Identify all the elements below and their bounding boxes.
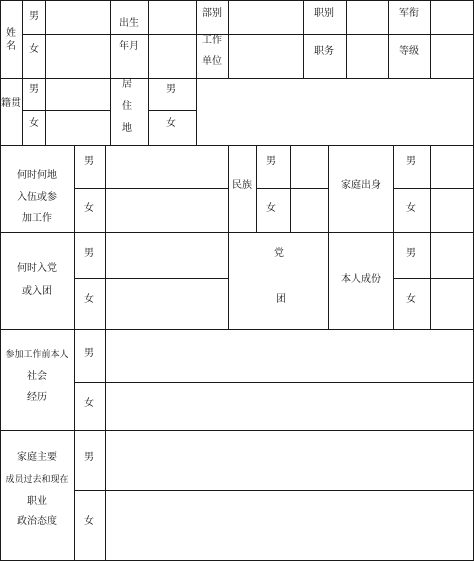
personal-status-female-label: 女 [406,294,416,305]
prework-female-field[interactable] [106,383,473,430]
job-title-field[interactable] [347,1,388,34]
personal-status-label: 本人成份 [341,274,381,285]
name-female-label: 女 [29,44,39,55]
enlist-female-label: 女 [84,203,94,214]
join-female-label: 女 [84,294,94,305]
residence-male-label: 男 [166,84,176,95]
name-label-line1: 姓 [6,28,16,39]
enlist-label-line3: 加工作 [22,213,52,224]
family-male-field[interactable] [106,431,473,490]
join-female-field[interactable] [106,279,228,329]
prework-female-label: 女 [84,398,94,409]
ethnicity-male-label: 男 [266,156,276,167]
ethnicity-male-field[interactable] [291,146,328,188]
enlist-male-label: 男 [84,156,94,167]
residence-label-line3: 地 [122,123,132,134]
enlist-label-line2: 入伍或参 [17,192,57,203]
birth-label-line1: 出生 [119,18,139,29]
residence-field[interactable] [197,79,473,145]
grid-line [228,145,229,329]
family-female-label: 女 [84,516,94,527]
personal-status-male-field[interactable] [431,233,473,278]
family-origin-female-label: 女 [406,203,416,214]
family-origin-male-label: 男 [406,156,416,167]
party-label: 党 [274,248,284,259]
grid-line [303,0,304,78]
native-male-label: 男 [29,84,39,95]
enlist-male-field[interactable] [106,146,228,188]
ethnicity-female-label: 女 [266,203,276,214]
family-origin-male-field[interactable] [431,146,473,188]
grid-line [22,0,23,145]
grade-field[interactable] [431,35,473,78]
border-left [0,0,1,561]
prework-male-field[interactable] [106,330,473,382]
family-label-line1: 家庭主要 [17,452,57,463]
personal-status-male-label: 男 [406,248,416,259]
join-male-label: 男 [84,248,94,259]
family-label-line3: 职业 [27,496,47,507]
residence-label-line1: 居 [122,79,132,90]
military-rank-field[interactable] [431,1,473,34]
grid-line [148,110,196,111]
family-origin-label: 家庭出身 [341,180,381,191]
native-male-field[interactable] [46,79,110,110]
work-unit-field[interactable] [229,35,303,78]
prework-label-line1: 参加工作前本人 [5,350,69,360]
ethnicity-label: 民族 [232,180,252,191]
join-male-field[interactable] [106,233,228,278]
work-unit-label-line1: 工作 [202,35,222,46]
grade-label: 等级 [399,46,419,57]
prework-label-line3: 经历 [27,392,47,403]
family-female-field[interactable] [106,491,473,560]
name-female-field[interactable] [46,35,110,78]
grid-line [393,145,394,329]
family-male-label: 男 [84,452,94,463]
join-label-line1: 何时入党 [17,263,57,274]
grid-line [388,0,389,78]
ethnicity-female-field[interactable] [291,189,328,232]
family-origin-female-field[interactable] [431,189,473,232]
residence-female-label: 女 [166,118,176,129]
residence-label-line2: 住 [122,101,132,112]
name-male-label: 男 [29,11,39,22]
native-place-label: 籍贯 [1,98,21,109]
enlist-female-field[interactable] [106,189,228,232]
join-label-line2: 或入团 [22,286,52,297]
job-title-label: 职别 [314,8,334,19]
prework-male-label: 男 [84,348,94,359]
grid-line [0,145,474,146]
family-label-line4: 政治态度 [17,516,57,527]
grid-line [110,0,111,145]
enlist-label-line1: 何时何地 [17,170,57,181]
family-label-line2: 成员过去和现在 [5,475,69,485]
position-label: 职务 [314,46,334,57]
native-female-field[interactable] [46,111,110,145]
personal-status-female-field[interactable] [431,279,473,329]
name-male-field[interactable] [46,1,110,34]
name-label-line2: 名 [6,41,16,52]
work-unit-label-line2: 单位 [202,56,222,67]
department-field[interactable] [229,1,303,34]
league-label: 团 [276,294,286,305]
grid-line [0,232,474,233]
birth-label-line2: 年月 [119,41,139,52]
department-label: 部别 [202,8,222,19]
prework-label-line2: 社会 [27,371,47,382]
birth-field[interactable] [149,1,196,78]
grid-line [256,145,257,232]
grid-line [328,145,329,329]
grid-line [74,145,75,561]
position-field[interactable] [347,35,388,78]
military-rank-label: 军衔 [399,8,419,19]
native-female-label: 女 [29,118,39,129]
